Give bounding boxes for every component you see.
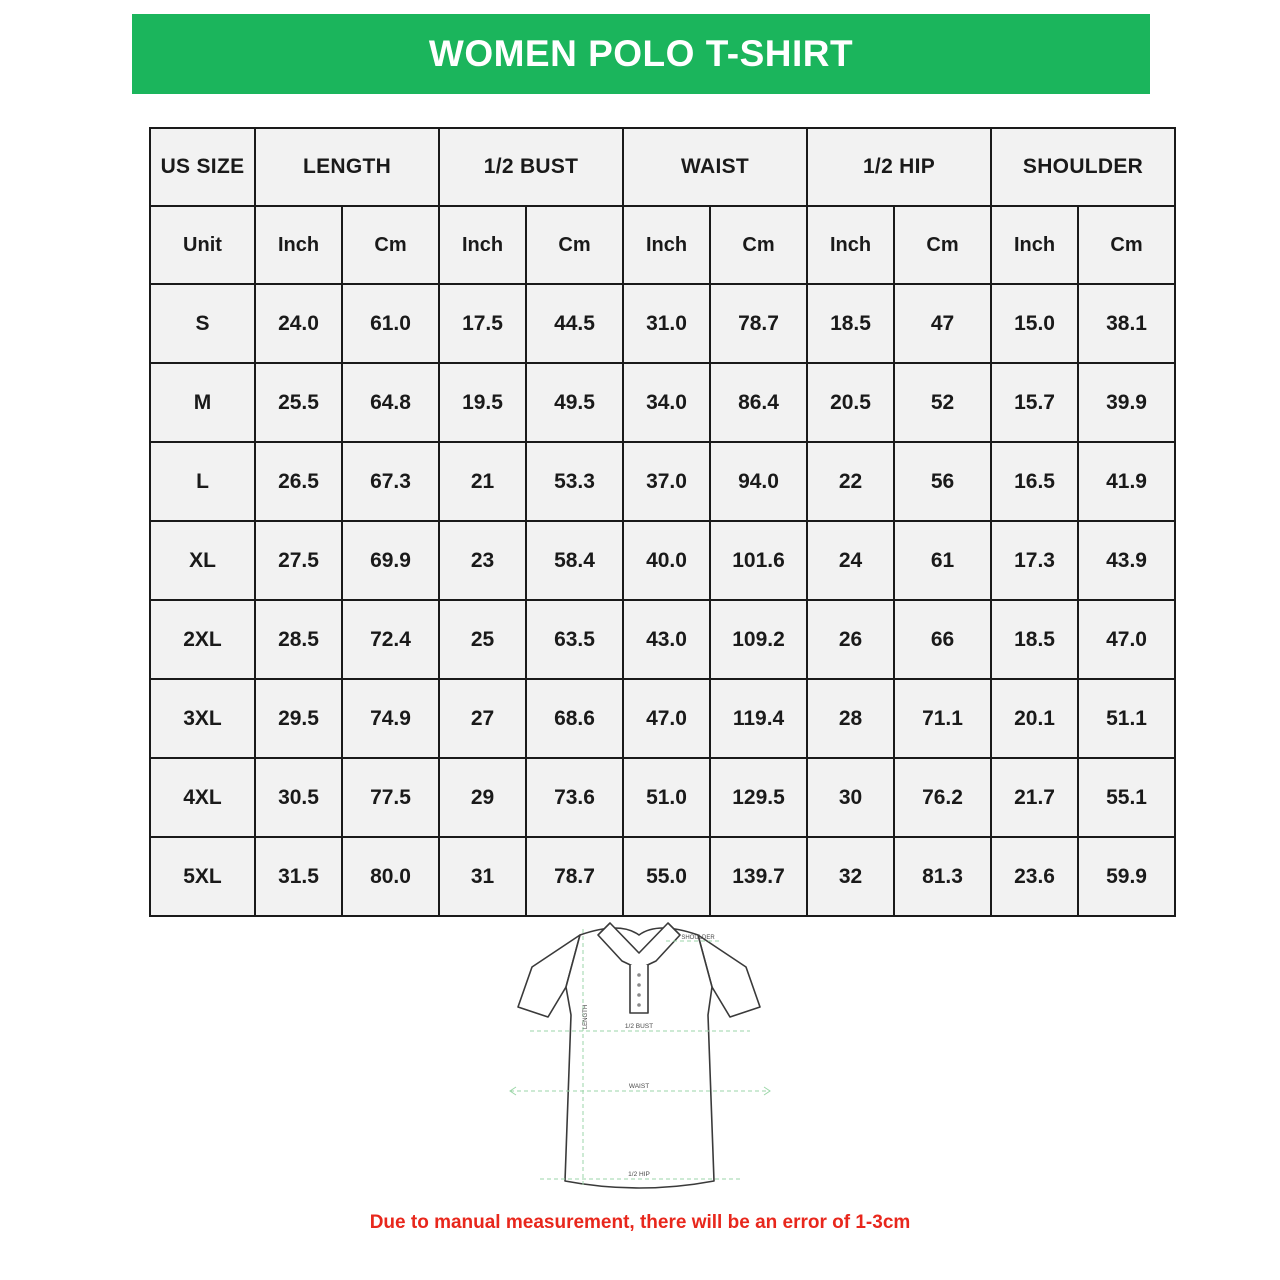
cell-length-cm: 77.5	[342, 758, 439, 837]
table-row	[150, 442, 1175, 521]
cell-hip-inch: 20.5	[807, 363, 894, 442]
cell-waist-cm: 94.0	[710, 442, 807, 521]
unit-shoulder-cm: Cm	[1078, 206, 1175, 284]
cell-bust-cm: 44.5	[526, 284, 623, 363]
cell-bust-inch: 19.5	[439, 363, 526, 442]
cell-shoulder-inch: 15.0	[991, 284, 1078, 363]
cell-hip-inch: 30	[807, 758, 894, 837]
cell-length-inch: 24.0	[255, 284, 342, 363]
unit-waist-inch: Inch	[623, 206, 710, 284]
group-header-half-hip: 1/2 HIP	[807, 128, 991, 206]
cell-waist-cm: 101.6	[710, 521, 807, 600]
cell-hip-inch: 26	[807, 600, 894, 679]
cell-shoulder-cm: 38.1	[1078, 284, 1175, 363]
size-table	[149, 127, 1176, 917]
cell-length-inch: 31.5	[255, 837, 342, 916]
diagram-label-half-bust: 1/2 BUST	[624, 1023, 654, 1030]
cell-waist-inch: 40.0	[623, 521, 710, 600]
cell-shoulder-cm: 43.9	[1078, 521, 1175, 600]
group-header-waist: WAIST	[623, 128, 807, 206]
cell-length-inch: 28.5	[255, 600, 342, 679]
unit-hip-cm: Cm	[894, 206, 991, 284]
row-size-label: 5XL	[150, 837, 255, 916]
size-table-wrapper	[149, 127, 1147, 917]
cell-waist-cm: 109.2	[710, 600, 807, 679]
row-size-label: M	[150, 363, 255, 442]
cell-shoulder-cm: 47.0	[1078, 600, 1175, 679]
cell-waist-cm: 86.4	[710, 363, 807, 442]
cell-bust-inch: 31	[439, 837, 526, 916]
cell-waist-inch: 51.0	[623, 758, 710, 837]
row-size-label: 2XL	[150, 600, 255, 679]
cell-hip-cm: 81.3	[894, 837, 991, 916]
row-size-label: XL	[150, 521, 255, 600]
cell-shoulder-cm: 51.1	[1078, 679, 1175, 758]
cell-length-inch: 27.5	[255, 521, 342, 600]
cell-bust-inch: 25	[439, 600, 526, 679]
cell-length-inch: 26.5	[255, 442, 342, 521]
cell-length-cm: 69.9	[342, 521, 439, 600]
cell-shoulder-cm: 55.1	[1078, 758, 1175, 837]
cell-bust-inch: 29	[439, 758, 526, 837]
cell-shoulder-inch: 23.6	[991, 837, 1078, 916]
diagram-label-half-hip: 1/2 HIP	[628, 1171, 650, 1178]
table-group-header-row	[150, 128, 1175, 206]
cell-bust-cm: 73.6	[526, 758, 623, 837]
cell-length-cm: 72.4	[342, 600, 439, 679]
cell-waist-cm: 78.7	[710, 284, 807, 363]
cell-length-cm: 80.0	[342, 837, 439, 916]
cell-length-inch: 25.5	[255, 363, 342, 442]
polo-shirt-illustration-svg	[470, 895, 810, 1205]
unit-bust-cm: Cm	[526, 206, 623, 284]
cell-shoulder-cm: 41.9	[1078, 442, 1175, 521]
group-header-shoulder: SHOULDER	[991, 128, 1175, 206]
measurement-disclaimer: Due to manual measurement, there will be an error of 1-3cm	[369, 1212, 911, 1233]
cell-hip-inch: 28	[807, 679, 894, 758]
diagram-label-waist: WAIST	[628, 1083, 650, 1090]
cell-hip-inch: 24	[807, 521, 894, 600]
cell-waist-inch: 43.0	[623, 600, 710, 679]
cell-hip-cm: 71.1	[894, 679, 991, 758]
cell-hip-inch: 32	[807, 837, 894, 916]
table-row	[150, 363, 1175, 442]
cell-length-cm: 67.3	[342, 442, 439, 521]
cell-shoulder-cm: 39.9	[1078, 363, 1175, 442]
cell-length-cm: 61.0	[342, 284, 439, 363]
cell-length-cm: 74.9	[342, 679, 439, 758]
cell-bust-cm: 49.5	[526, 363, 623, 442]
cell-length-inch: 30.5	[255, 758, 342, 837]
table-row	[150, 679, 1175, 758]
cell-shoulder-inch: 17.3	[991, 521, 1078, 600]
cell-waist-inch: 37.0	[623, 442, 710, 521]
unit-label: Unit	[150, 206, 255, 284]
cell-hip-cm: 61	[894, 521, 991, 600]
cell-bust-cm: 68.6	[526, 679, 623, 758]
cell-shoulder-inch: 16.5	[991, 442, 1078, 521]
table-row	[150, 758, 1175, 837]
cell-hip-cm: 66	[894, 600, 991, 679]
unit-hip-inch: Inch	[807, 206, 894, 284]
unit-waist-cm: Cm	[710, 206, 807, 284]
group-header-half-bust: 1/2 BUST	[439, 128, 623, 206]
row-size-label: L	[150, 442, 255, 521]
cell-hip-cm: 52	[894, 363, 991, 442]
table-unit-row	[150, 206, 1175, 284]
cell-shoulder-inch: 21.7	[991, 758, 1078, 837]
cell-waist-inch: 34.0	[623, 363, 710, 442]
cell-waist-cm: 119.4	[710, 679, 807, 758]
cell-bust-inch: 21	[439, 442, 526, 521]
row-size-label: 3XL	[150, 679, 255, 758]
polo-shirt-diagram	[470, 895, 810, 1205]
table-row	[150, 600, 1175, 679]
cell-waist-cm: 139.7	[710, 837, 807, 916]
cell-waist-inch: 31.0	[623, 284, 710, 363]
cell-hip-cm: 47	[894, 284, 991, 363]
cell-bust-cm: 53.3	[526, 442, 623, 521]
cell-shoulder-inch: 20.1	[991, 679, 1078, 758]
row-size-label: 4XL	[150, 758, 255, 837]
unit-bust-inch: Inch	[439, 206, 526, 284]
cell-waist-inch: 55.0	[623, 837, 710, 916]
group-header-us-size: US SIZE	[150, 128, 255, 206]
cell-hip-inch: 22	[807, 442, 894, 521]
group-header-length: LENGTH	[255, 128, 439, 206]
cell-hip-cm: 76.2	[894, 758, 991, 837]
diagram-label-shoulder: SHOULDER	[681, 935, 715, 941]
cell-bust-inch: 17.5	[439, 284, 526, 363]
cell-shoulder-cm: 59.9	[1078, 837, 1175, 916]
title-banner	[132, 14, 1150, 94]
unit-shoulder-inch: Inch	[991, 206, 1078, 284]
page-title: WOMEN POLO T-SHIRT	[428, 33, 854, 74]
cell-waist-inch: 47.0	[623, 679, 710, 758]
table-row	[150, 521, 1175, 600]
cell-length-cm: 64.8	[342, 363, 439, 442]
cell-hip-cm: 56	[894, 442, 991, 521]
cell-shoulder-inch: 15.7	[991, 363, 1078, 442]
diagram-label-length: LENGTH	[583, 1004, 589, 1030]
cell-shoulder-inch: 18.5	[991, 600, 1078, 679]
cell-bust-inch: 23	[439, 521, 526, 600]
cell-length-inch: 29.5	[255, 679, 342, 758]
unit-length-cm: Cm	[342, 206, 439, 284]
table-row	[150, 284, 1175, 363]
cell-bust-cm: 63.5	[526, 600, 623, 679]
cell-bust-cm: 78.7	[526, 837, 623, 916]
cell-bust-cm: 58.4	[526, 521, 623, 600]
cell-bust-inch: 27	[439, 679, 526, 758]
cell-waist-cm: 129.5	[710, 758, 807, 837]
unit-length-inch: Inch	[255, 206, 342, 284]
row-size-label: S	[150, 284, 255, 363]
cell-hip-inch: 18.5	[807, 284, 894, 363]
